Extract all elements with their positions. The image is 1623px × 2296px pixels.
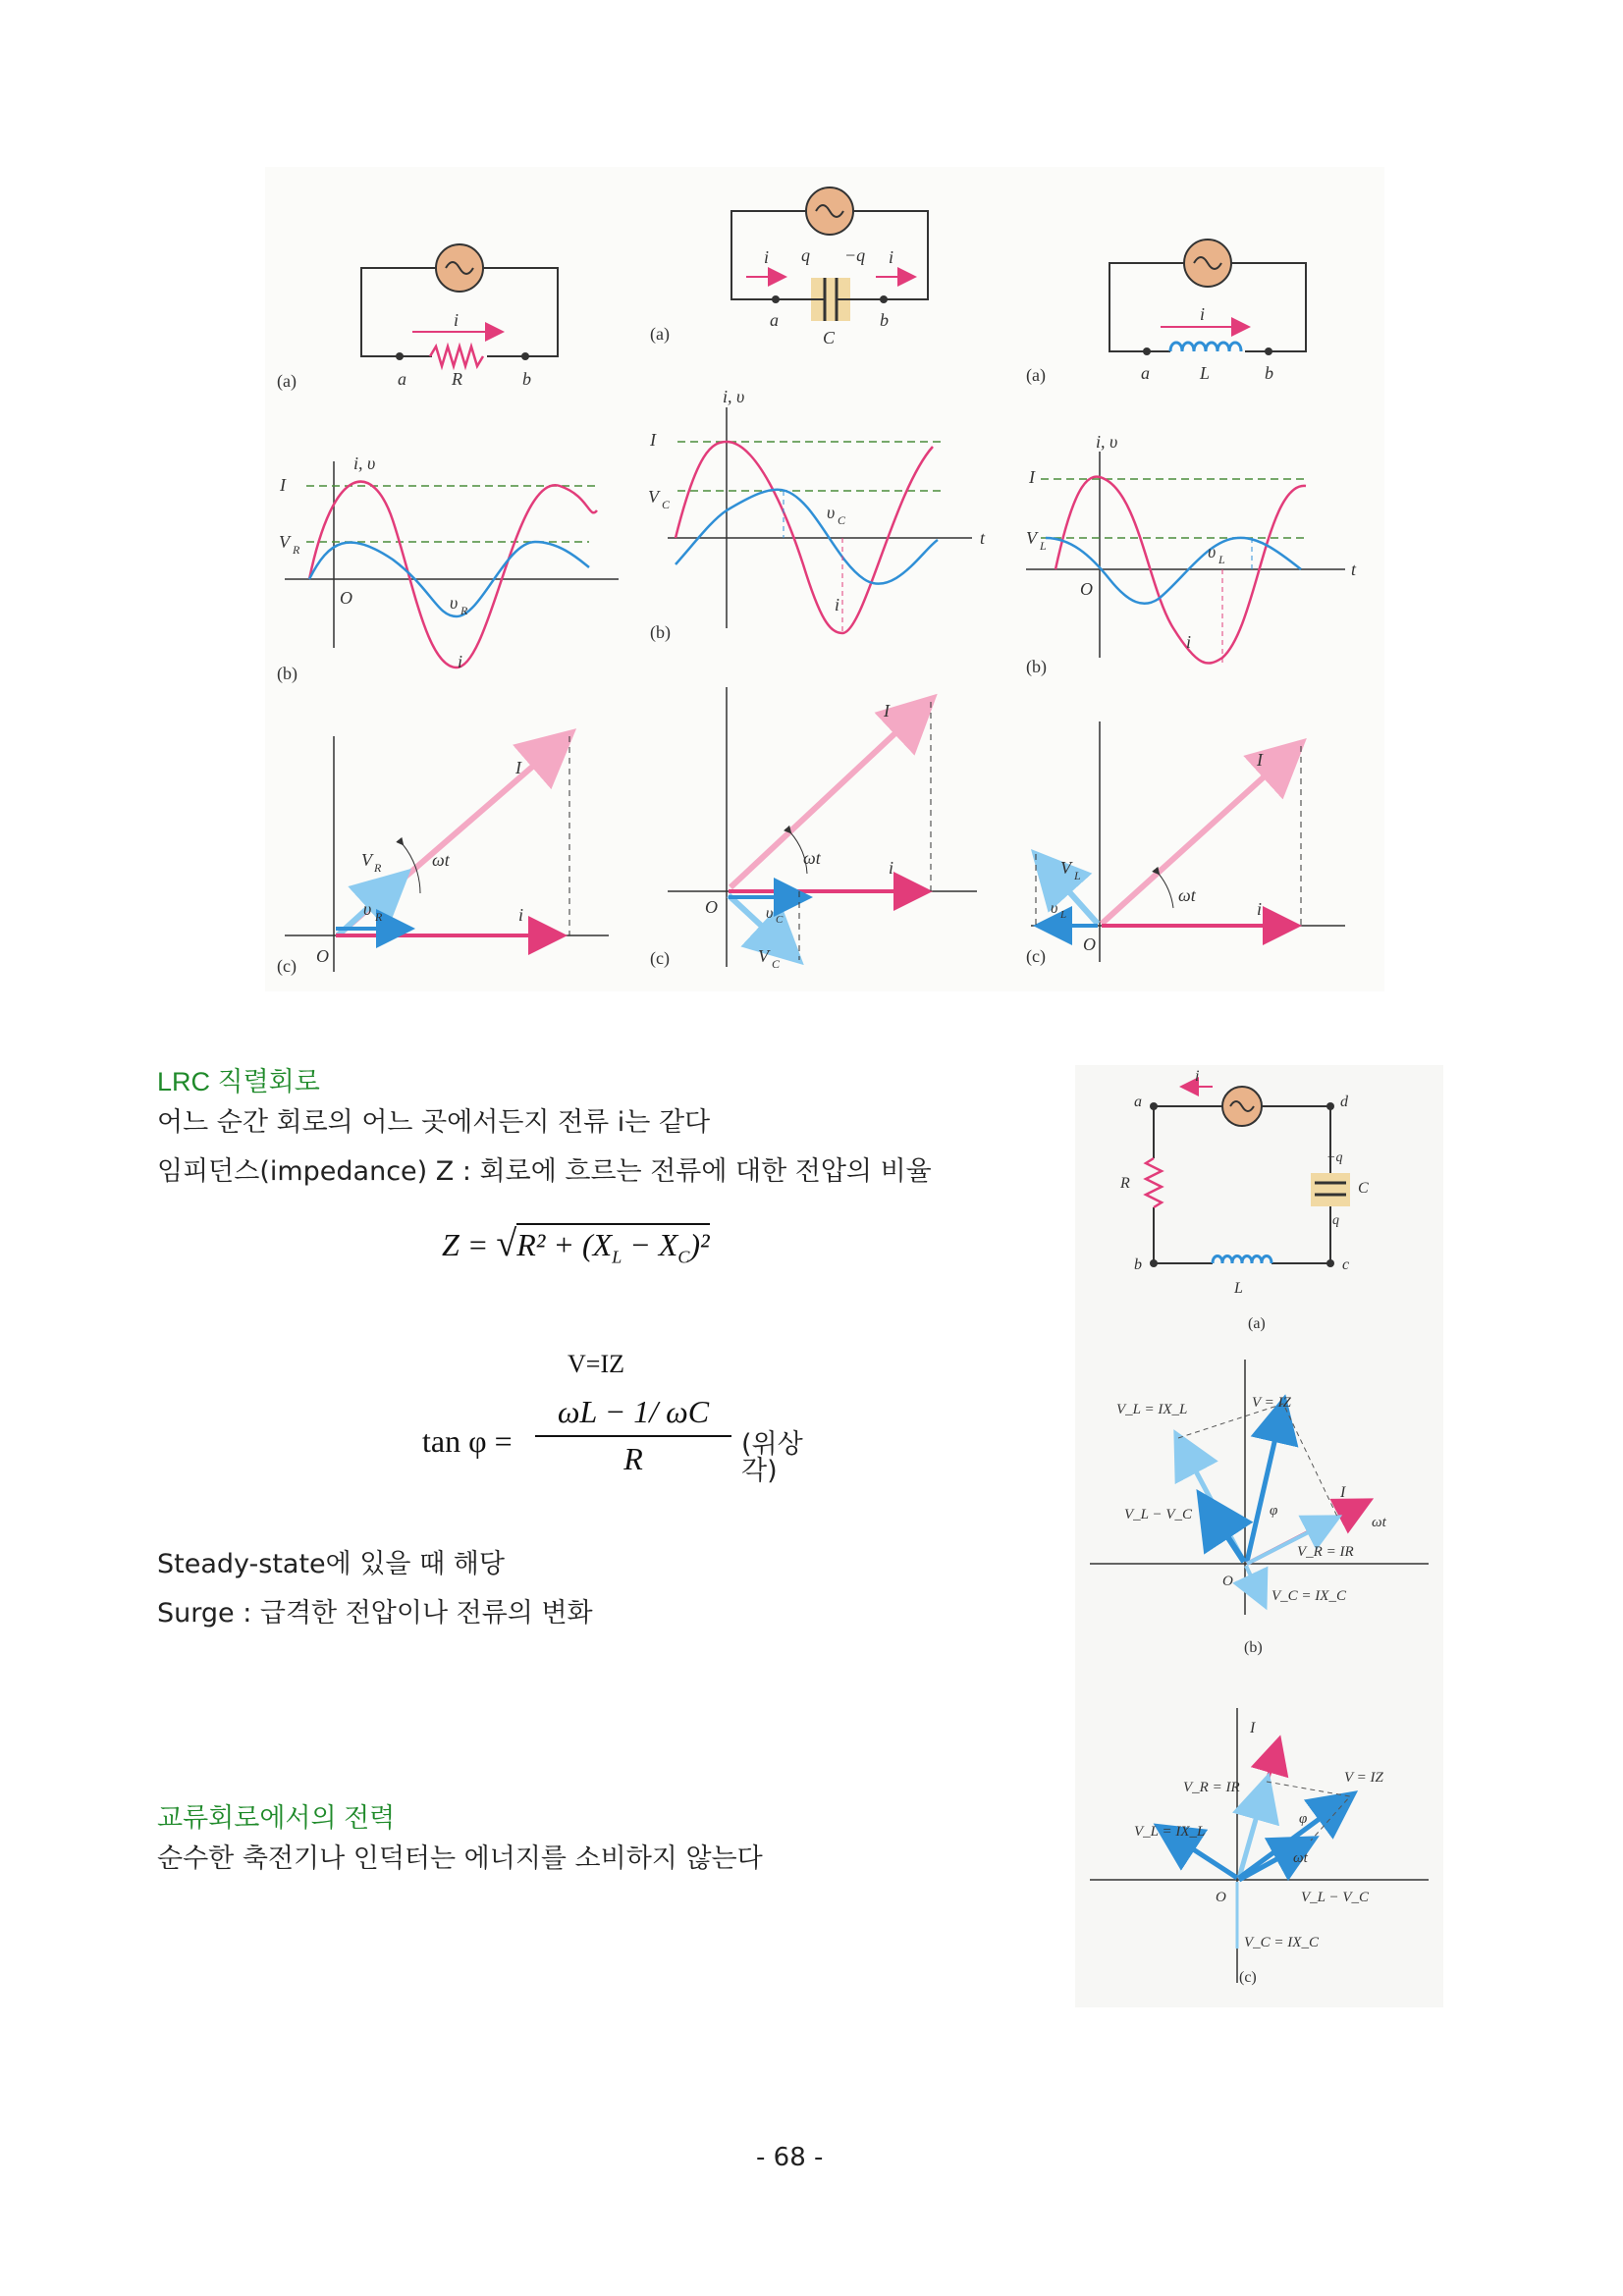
- svg-text:a: a: [398, 369, 406, 389]
- svg-text:R: R: [374, 861, 382, 875]
- svg-text:(c): (c): [1239, 1969, 1257, 1986]
- svg-text:O: O: [1080, 579, 1093, 599]
- text-line-5: 순수한 축전기나 인덕터는 에너지를 소비하지 않는다: [157, 1843, 763, 1874]
- svg-text:I: I: [1340, 1484, 1346, 1501]
- svg-text:C: C: [838, 513, 846, 527]
- svg-text:i: i: [764, 247, 770, 267]
- svg-text:I: I: [1250, 1720, 1256, 1736]
- svg-text:V: V: [648, 487, 659, 507]
- svg-text:V: V: [1026, 528, 1037, 548]
- svg-text:I: I: [280, 475, 286, 495]
- svg-text:C: C: [1358, 1180, 1369, 1197]
- svg-text:(a): (a): [277, 371, 297, 391]
- svg-text:i, υ: i, υ: [1096, 432, 1118, 452]
- resistor-current: i: [454, 310, 460, 330]
- v-iz-equation: V=IZ: [568, 1350, 624, 1378]
- svg-text:V_L − V_C: V_L − V_C: [1301, 1890, 1370, 1905]
- svg-text:(b): (b): [277, 664, 298, 683]
- svg-text:b: b: [1134, 1256, 1142, 1273]
- svg-text:I: I: [650, 430, 656, 450]
- svg-text:V_L − V_C: V_L − V_C: [1124, 1507, 1193, 1522]
- svg-text:I: I: [515, 758, 521, 777]
- svg-text:L: L: [1060, 909, 1067, 921]
- svg-text:i: i: [889, 247, 894, 267]
- svg-text:L: L: [1200, 363, 1211, 383]
- svg-text:(b): (b): [1244, 1639, 1263, 1656]
- svg-text:I: I: [1257, 750, 1263, 770]
- svg-text:ωt: ωt: [1372, 1515, 1386, 1530]
- svg-text:L: L: [1234, 1280, 1243, 1297]
- svg-text:(c): (c): [650, 948, 670, 968]
- svg-text:i: i: [1195, 1068, 1200, 1085]
- svg-text:b: b: [522, 369, 531, 389]
- right-figure: [1075, 1065, 1443, 2007]
- svg-text:(b): (b): [650, 622, 671, 642]
- svg-text:φ: φ: [1299, 1811, 1308, 1827]
- svg-text:R: R: [375, 910, 383, 924]
- svg-text:i, υ: i, υ: [723, 387, 745, 406]
- svg-text:(a): (a): [650, 324, 670, 344]
- svg-text:i: i: [835, 595, 840, 614]
- svg-text:C: C: [772, 957, 781, 971]
- svg-text:i: i: [889, 858, 894, 878]
- svg-text:t: t: [980, 528, 986, 548]
- text-line-4: Surge : 급격한 전압이나 전류의 변화: [157, 1598, 593, 1629]
- svg-text:(a): (a): [1248, 1315, 1266, 1332]
- svg-text:R: R: [452, 369, 462, 389]
- svg-text:R: R: [460, 604, 468, 617]
- svg-text:L: L: [1074, 869, 1081, 882]
- svg-text:(b): (b): [1026, 657, 1047, 676]
- svg-text:−q: −q: [1326, 1150, 1343, 1165]
- svg-text:V_L = IX_L: V_L = IX_L: [1134, 1824, 1206, 1840]
- svg-text:υ: υ: [766, 905, 774, 922]
- svg-text:(a): (a): [1026, 365, 1046, 385]
- svg-text:I: I: [1029, 467, 1035, 487]
- svg-text:ωt: ωt: [1293, 1850, 1308, 1866]
- svg-text:ωt: ωt: [803, 848, 821, 868]
- svg-text:b: b: [880, 310, 889, 330]
- text-line-2: 임피던스(impedance) Z : 회로에 흐르는 전류에 대한 전압의 비율: [157, 1156, 932, 1187]
- top-figure: [265, 167, 1384, 991]
- text-line-1: 어느 순간 회로의 어느 곳에서든지 전류 i는 같다: [157, 1107, 711, 1138]
- svg-text:O: O: [1083, 934, 1096, 954]
- svg-text:i: i: [1257, 899, 1263, 919]
- svg-text:a: a: [770, 310, 779, 330]
- svg-text:V: V: [1060, 858, 1071, 878]
- svg-text:ωt: ωt: [1178, 885, 1196, 905]
- svg-text:V_C = IX_C: V_C = IX_C: [1244, 1935, 1319, 1950]
- svg-text:i: i: [518, 905, 524, 925]
- svg-text:a: a: [1134, 1094, 1142, 1110]
- svg-text:i, υ: i, υ: [353, 454, 376, 473]
- svg-text:C: C: [662, 498, 671, 511]
- text-line-3: Steady-state에 있을 때 해당: [157, 1549, 505, 1579]
- svg-text:−q: −q: [844, 245, 866, 265]
- svg-text:d: d: [1340, 1094, 1348, 1110]
- svg-text:V_R = IR: V_R = IR: [1297, 1544, 1354, 1560]
- svg-text:i: i: [1200, 304, 1206, 324]
- svg-text:υ: υ: [450, 593, 459, 613]
- svg-text:i: i: [1186, 632, 1192, 652]
- svg-text:L: L: [1218, 553, 1225, 566]
- svg-text:R: R: [1120, 1175, 1130, 1192]
- svg-text:V: V: [279, 532, 290, 552]
- svg-text:V = IZ: V = IZ: [1252, 1395, 1291, 1411]
- svg-text:O: O: [1222, 1574, 1233, 1589]
- svg-text:O: O: [705, 897, 718, 917]
- svg-text:V_R = IR: V_R = IR: [1183, 1780, 1240, 1795]
- svg-text:O: O: [1216, 1890, 1226, 1905]
- svg-text:O: O: [316, 946, 329, 966]
- svg-text:V: V: [758, 946, 769, 966]
- phase-angle-equation: tan φ = ωL − 1/ ωC R (위상각): [422, 1394, 803, 1486]
- section-title-lrc: LRC 직렬회로: [157, 1067, 320, 1096]
- svg-text:υ: υ: [827, 503, 836, 522]
- svg-text:V = IZ: V = IZ: [1344, 1770, 1383, 1786]
- lrc-phasor-figures: [1075, 1065, 1443, 2007]
- svg-text:C: C: [823, 328, 836, 347]
- svg-text:φ: φ: [1270, 1503, 1278, 1519]
- svg-text:C: C: [776, 914, 784, 926]
- svg-text:O: O: [340, 588, 352, 608]
- section-title-power: 교류회로에서의 전력: [157, 1803, 396, 1833]
- impedance-equation: $Z = √R^2 + (X_L - X_C)^2$: [442, 1223, 710, 1267]
- svg-text:q: q: [801, 245, 810, 265]
- svg-text:t: t: [1351, 560, 1357, 579]
- svg-text:L: L: [1040, 539, 1047, 553]
- svg-text:υ: υ: [363, 899, 372, 919]
- svg-text:i: i: [458, 652, 463, 671]
- svg-text:υ: υ: [1051, 900, 1058, 917]
- svg-text:c: c: [1342, 1256, 1350, 1273]
- ac-circuit-figures: [265, 167, 1384, 991]
- svg-text:(c): (c): [277, 956, 297, 976]
- svg-text:R: R: [293, 543, 300, 557]
- svg-text:V_C = IX_C: V_C = IX_C: [1271, 1588, 1346, 1604]
- svg-text:a: a: [1141, 363, 1150, 383]
- svg-text:υ: υ: [1208, 542, 1217, 561]
- page-number: - 68 -: [756, 2143, 824, 2172]
- svg-text:b: b: [1265, 363, 1273, 383]
- svg-text:(c): (c): [1026, 946, 1046, 966]
- svg-text:q: q: [1332, 1213, 1339, 1228]
- svg-text:I: I: [884, 701, 890, 721]
- svg-text:ωt: ωt: [432, 850, 450, 870]
- svg-text:V_L = IX_L: V_L = IX_L: [1116, 1402, 1188, 1417]
- svg-text:V: V: [361, 850, 372, 870]
